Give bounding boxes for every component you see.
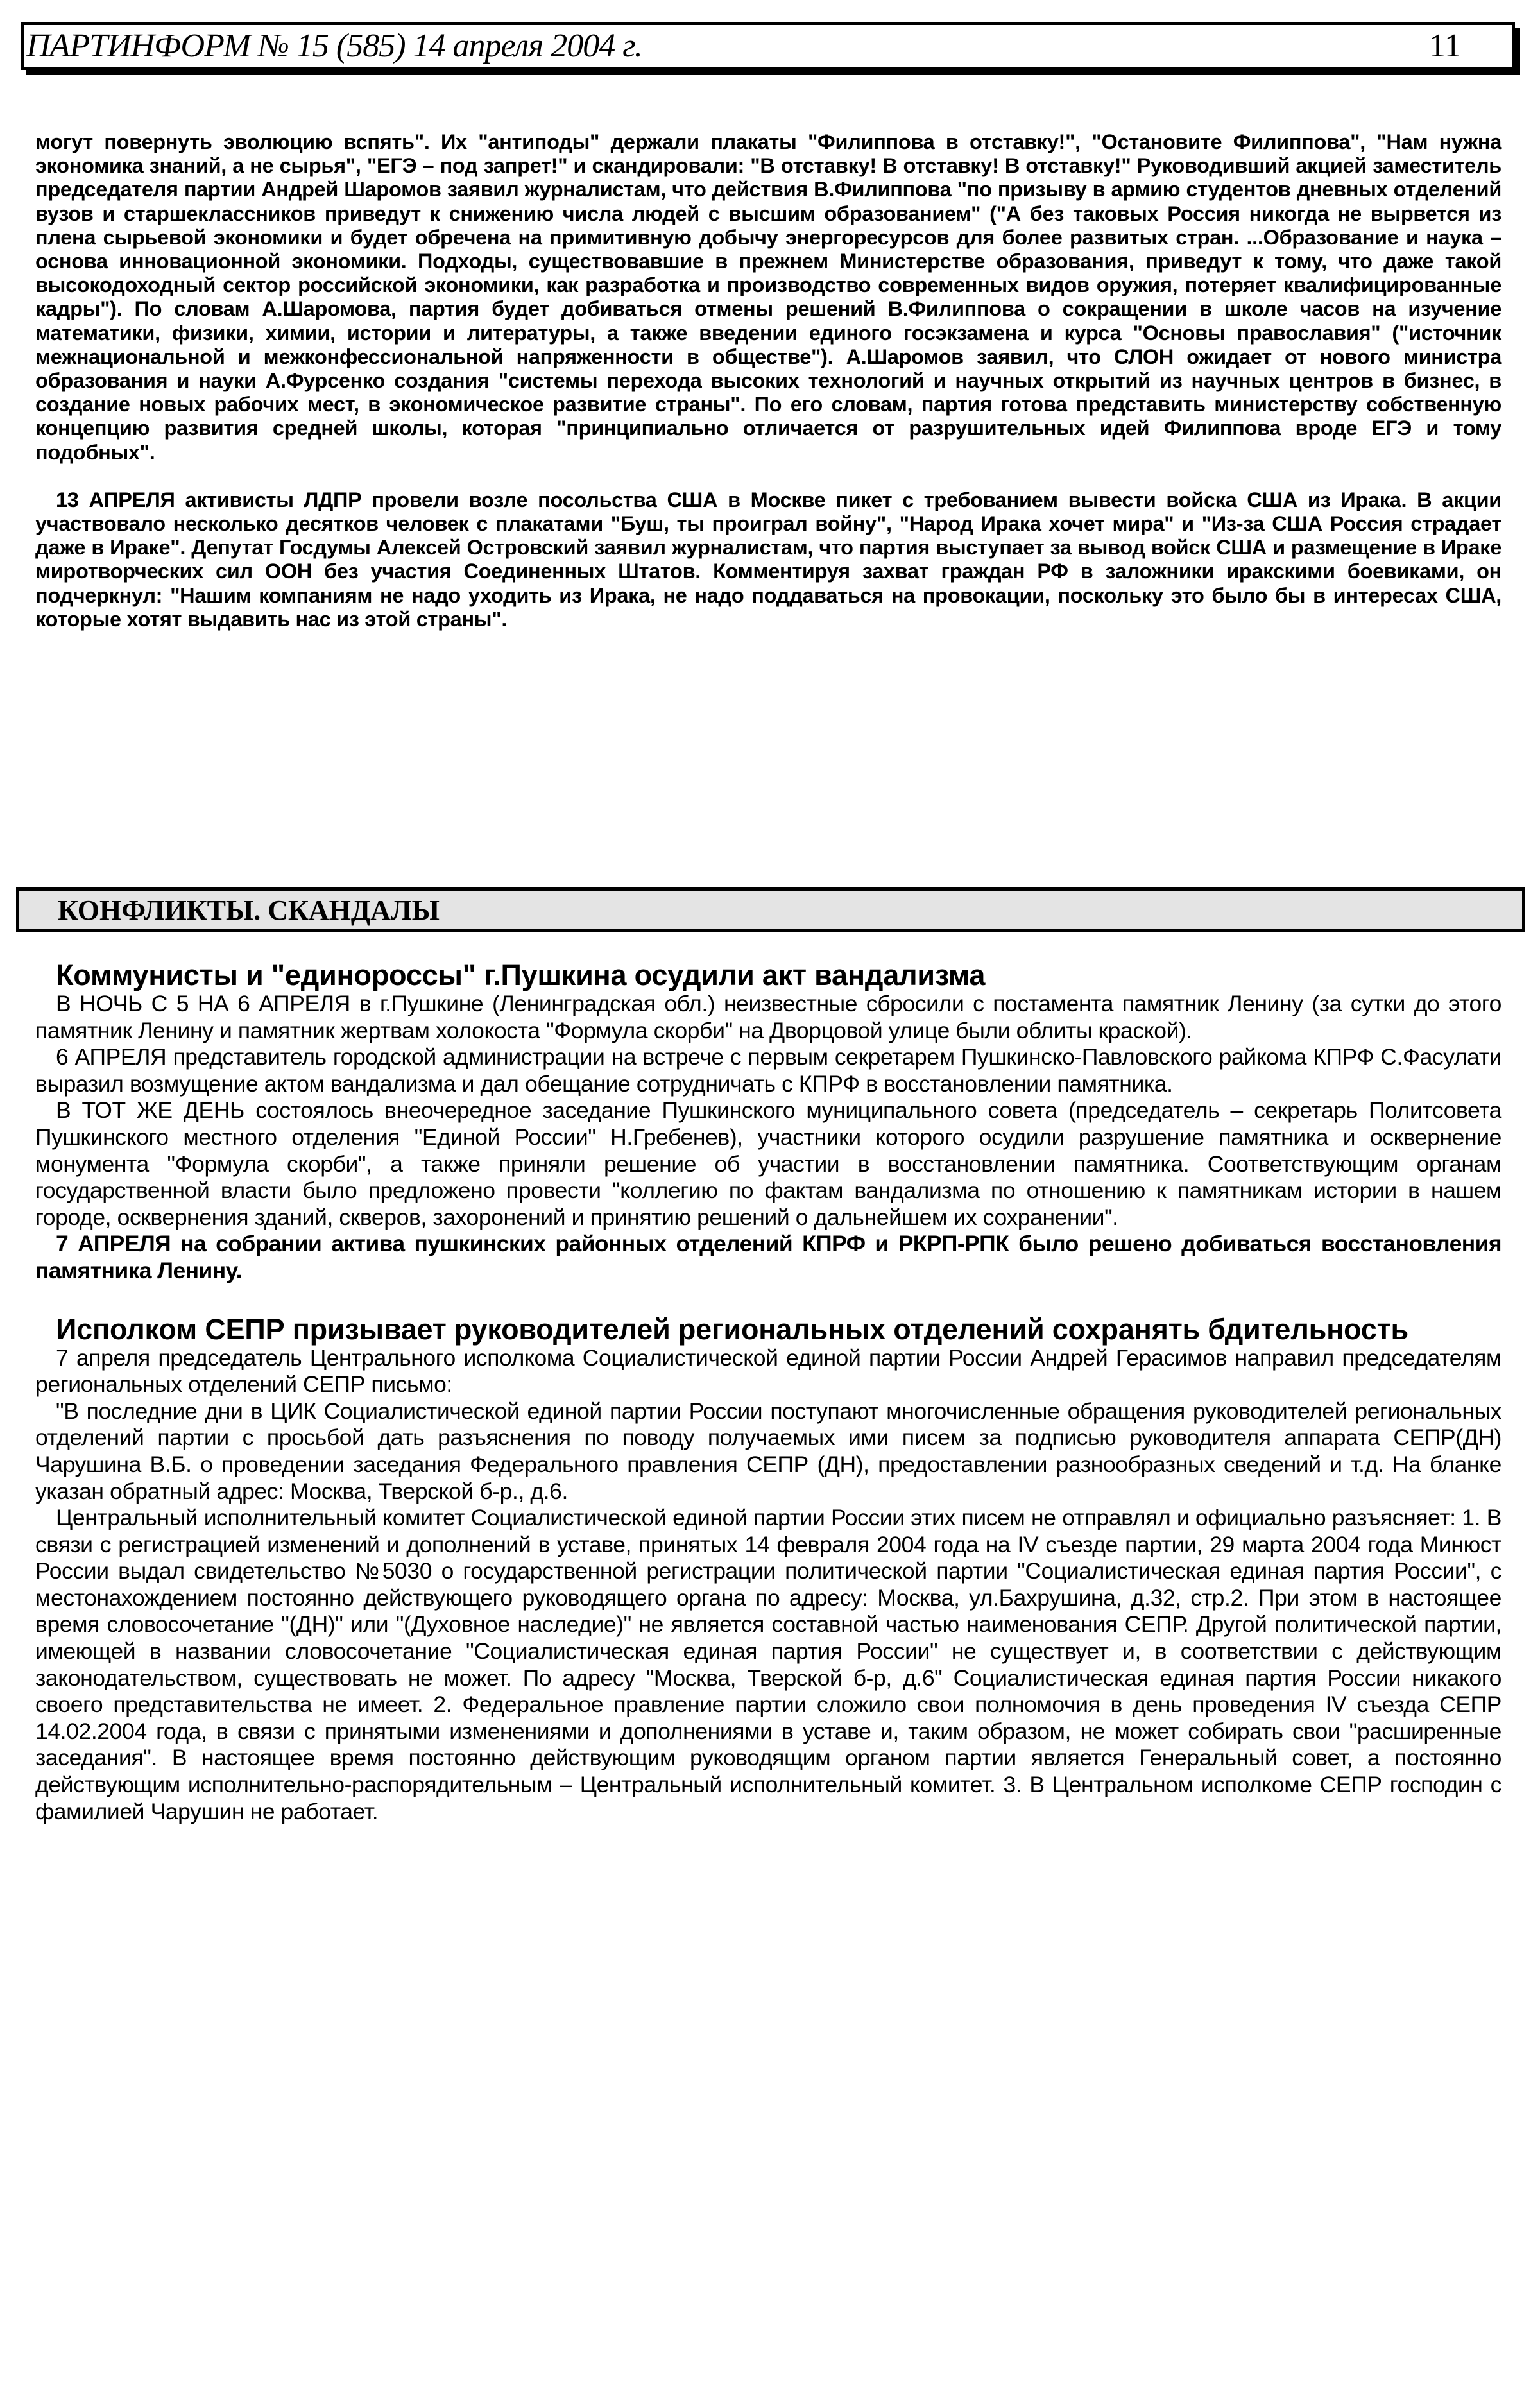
paragraph-text: на собрании актива пушкинских районных отделений КПРФ и РКРП-РПК было решено добиваться восстановления памятника Ленину. bbox=[35, 1231, 1502, 1283]
article-sepr bbox=[35, 1314, 1502, 1826]
article-paragraph: В ТОТ ЖЕ ДЕНЬ состоялось внеочередное заседание Пушкинского муниципального совета (председатель – секретарь Политсовета Пушкинского местного отделения "Единой России" Н.Гребенев), участники которого осудили разрушение памятника и осквернение монумента "Формула скорби", а также приняли решение об участии в восстановлении памятника. Соответствующим органам государственной власти было предложено провести "коллегию по фактам вандализма по отношению к памятникам истории в нашем городе, осквернения зданий, скверов, захоронений и принятию решений о дальнейшем их сохранении". bbox=[35, 1097, 1502, 1230]
article-vandalism bbox=[35, 960, 1502, 1285]
article-paragraph: 6 АПРЕЛЯ представитель городской администрации на встрече с первым секретарем Пушкинско-Павловского райкома КПРФ С.Фасулати выразил возмущение актом вандализма и дал обещание сотрудничать с КПРФ в восстановлении памятника. bbox=[35, 1044, 1502, 1097]
article-paragraph: 7 апреля председатель Центрального исполкома Социалистической единой партии России Андрей Герасимов направил председателям региональных отделений СЕПР письмо: bbox=[35, 1344, 1502, 1398]
article-headline: Коммунисты и "единороссы" г.Пушкина осудили акт вандализма bbox=[56, 959, 986, 991]
article-headline: Исполком СЕПР призывает руководителей региональных отделений сохранять бдительность bbox=[56, 1312, 1408, 1346]
section-title: КОНФЛИКТЫ. СКАНДАЛЫ bbox=[58, 895, 440, 926]
page-header bbox=[21, 22, 1515, 70]
paragraph-lead: 7 АПРЕЛЯ bbox=[56, 1231, 171, 1257]
article-paragraph: "В последние дни в ЦИК Социалистической единой партии России поступают многочисленные обращения руководителей региональных отделений партии с просьбой дать разъяснения по поводу получаемых ими писем за подписью руководителя аппарата СЕПР(ДН) Чарушина В.Б. о проведении заседания Федерального правления СЕПР (ДН), предоставлении разнообразных сведений и т.д. На бланке указан обратный адрес: Москва, Тверской б-р., д.6. bbox=[35, 1398, 1502, 1504]
article-paragraph bbox=[35, 1231, 1502, 1284]
top-news-block bbox=[35, 130, 1502, 631]
section-header bbox=[16, 887, 1525, 932]
articles bbox=[35, 960, 1502, 1825]
article-paragraph: Центральный исполнительный комитет Социалистической единой партии России этих писем не отправлял и официально разъясняет: 1. В связи с регистрацией изменений и дополнений в уставе, принятых 14 февраля 2004 года на IV съезде партии, 29 марта 2004 года Минюст России выдал свидетельство №5030 о государственной регистрации политической партии "Социалистическая единая партия России", с местонахождением постоянно действующего руководящего органа по адресу: Москва, ул.Бахрушина, д.32, стр.2. При этом в настоящее время словосочетание "(ДН)" или "(Духовное наследие)" не является составной частью наименования СЕПР. Другой политической партии, имеющей в названии словосочетание "Социалистическая единая партия России" не существует и, в соответствии с действующим законодательством, существовать не может. По адресу "Москва, Тверской б-р, д.6" Социалистическая единая партия России никакого своего представительства не имеет. 2. Федеральное правление партии сложило свои полномочия в день проведения IV съезда СЕПР 14.02.2004 года, в связи с принятыми изменениями и дополнениями в уставе и, таким образом, не может собирать свои "расширенные заседания". В настоящее время постоянно действующим руководящим органом партии является Генеральный совет, а постоянно действующим исполнительно-распорядительным – Центральный исполнительный комитет. 3. В Центральном исполкоме СЕПР господин с фамилией Чарушин не работает. bbox=[35, 1505, 1502, 1824]
publication-title: ПАРТИНФОРМ № 15 (585) 14 апреля 2004 г. bbox=[26, 28, 642, 64]
news-paragraph: 13 АПРЕЛЯ активисты ЛДПР провели возле посольства США в Москве пикет с требованием вывести войска США из Ирака. В акции участвовало несколько десятков человек с плакатами "Буш, ты проиграл войну", "Народ Ирака хочет мира" и "Из-за США Россия страдает даже в Ираке". Депутат Госдумы Алексей Островский заявил журналистам, что партия выступает за вывод войск США и размещение в Ираке миротворческих сил ООН без участия Соединенных Штатов. Комментируя захват граждан РФ в заложники иракскими боевиками, он подчеркнул: "Нашим компаниям не надо уходить из Ирака, не надо поддаваться на провокации, поскольку это было бы в интересах США, которые хотят выдавить нас из этой страны". bbox=[35, 488, 1502, 631]
article-paragraph: В НОЧЬ С 5 НА 6 АПРЕЛЯ в г.Пушкине (Ленинградская обл.) неизвестные сбросили с постамента памятник Ленину (за сутки до этого памятник Ленину и памятник жертвам холокоста "Формула скорби" на Дворцовой улице были облиты краской). bbox=[35, 991, 1502, 1043]
page-number: 11 bbox=[1428, 28, 1461, 64]
news-paragraph: могут повернуть эволюцию вспять". Их "антиподы" держали плакаты "Филиппова в отставку!", "Остановите Филиппова", "Нам нужна экономика знаний, а не сырья", "ЕГЭ – под запрет!" и скандировали: "В отставку! В отставку! В отставку!" Руководивший акцией заместитель председателя партии Андрей Шаромов заявил журналистам, что действия В.Филиппова "по призыву в армию студентов дневных отделений вузов и старшеклассников приведут к снижению числа людей с высшим образованием" ("А без таковых Россия никогда не вырвется из плена сырьевой экономики и будет обречена на примитивную добычу энергоресурсов для более развитых стран. ...Образование и наука – основа инновационной экономики. Подходы, существовавшие в прежнем Министерстве образования, приведут к тому, что даже такой высокодоходный сектор российской экономики, как разработка и производство современных видов оружия, потеряет квалифицированные кадры"). По словам А.Шаромова, партия будет добиваться отмены решений В.Филиппова о сокращении в школе часов на изучение математики, физики, химии, истории и литературы, а также введении единого госэкзамена и курса "Основы православия" ("источник межнациональной и межконфессиональной напряженности в обществе"). А.Шаромов заявил, что СЛОН ожидает от нового министра образования и науки А.Фурсенко создания "системы перехода высоких технологий и научных открытий из научных центров в бизнес, в создание новых рабочих мест, в экономическое развитие страны". По его словам, партия готова представить министерству собственную концепцию развития средней школы, которая "принципиально отличается от разрушительных идей Филиппова вроде ЕГЭ и тому подобных". bbox=[35, 130, 1502, 464]
